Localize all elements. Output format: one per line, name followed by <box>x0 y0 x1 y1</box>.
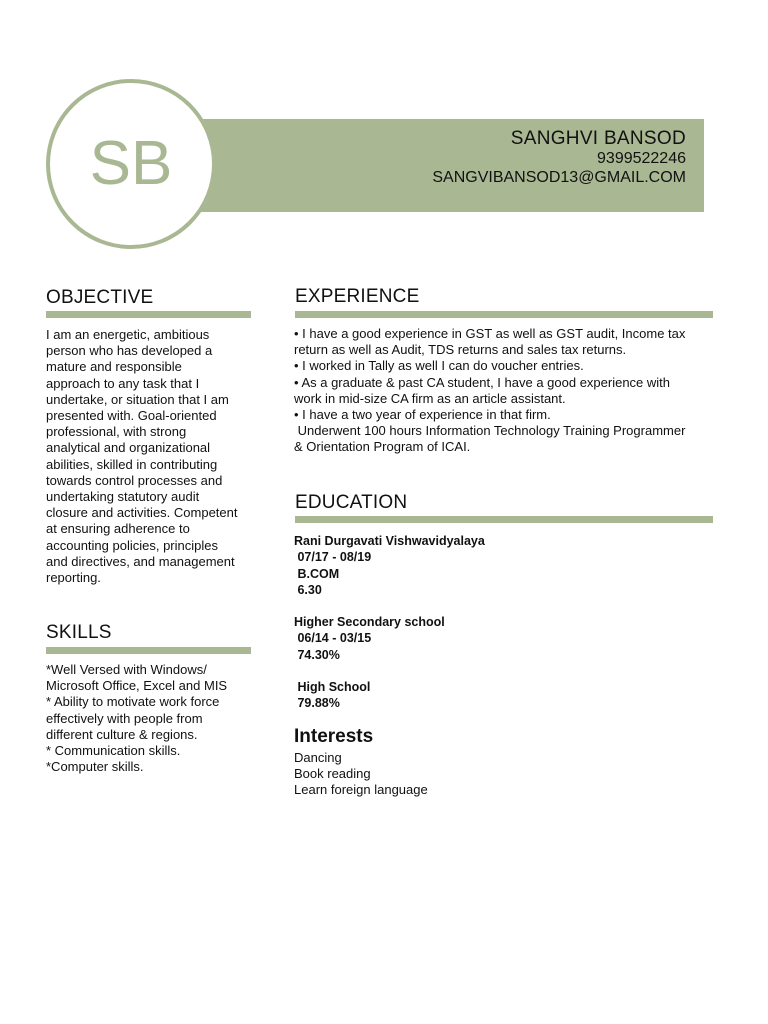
skills-line: *Computer skills. <box>46 759 144 775</box>
objective-line: I am an energetic, ambitious <box>46 327 210 342</box>
experience-title: EXPERIENCE <box>295 286 420 307</box>
experience-line: • I have a good experience in GST as well as GST audit, Income tax <box>294 326 686 341</box>
skills-line: *Well Versed with Windows/ <box>46 662 207 677</box>
skills-rule <box>46 647 251 654</box>
education-rule <box>295 516 713 523</box>
objective-line: accounting policies, principles <box>46 537 218 553</box>
experience-line: • I worked in Tally as well I can do voucher entries. <box>294 358 584 374</box>
interests-list <box>294 750 594 799</box>
objective-line: professional, with strong <box>46 424 187 440</box>
phone-number: 9399522246 <box>597 150 686 167</box>
objective-line: undertaking statutory audit <box>46 489 200 505</box>
experience-line: • I have a two year of experience in that firm. <box>294 407 551 423</box>
education-line: 79.88% <box>294 696 340 711</box>
interests-title: Interests <box>294 726 374 747</box>
education-line: Higher Secondary school <box>294 615 445 629</box>
objective-line: at ensuring adherence to <box>46 521 190 537</box>
education-line: 07/17 - 08/19 <box>294 550 372 565</box>
candidate-name: SANGHVI BANSOD <box>510 128 686 149</box>
skills-text <box>46 662 256 775</box>
objective-line: person who has developed a <box>46 343 213 359</box>
objective-line: and directives, and management <box>46 553 235 569</box>
interest-item: Learn foreign language <box>294 782 428 798</box>
experience-line: • As a graduate & past CA student, I have a good experience with <box>294 374 671 390</box>
interest-item: Book reading <box>294 766 371 782</box>
experience-line: work in mid-size CA firm as an article assistant. <box>294 390 566 406</box>
skills-line: effectively with people from <box>46 710 203 726</box>
education-line: 06/14 - 03/15 <box>294 631 372 646</box>
experience-rule <box>295 311 713 318</box>
objective-line: analytical and organizational <box>46 440 211 456</box>
objective-line: presented with. Goal-oriented <box>46 408 217 424</box>
objective-title: OBJECTIVE <box>46 287 154 308</box>
education-line: Rani Durgavati Vishwavidyalaya <box>294 534 485 548</box>
objective-line: reporting. <box>46 570 101 586</box>
skills-line: * Ability to motivate work force <box>46 694 220 710</box>
objective-line: closure and activities. Competent <box>46 505 238 521</box>
objective-line: abilities, skilled in contributing <box>46 456 218 472</box>
skills-line: * Communication skills. <box>46 743 181 759</box>
experience-line: Underwent 100 hours Information Technology Training Programmer <box>294 423 686 439</box>
monogram-circle <box>46 79 216 249</box>
experience-line: & Orientation Program of ICAI. <box>294 439 471 455</box>
education-entry <box>294 679 370 712</box>
skills-title: SKILLS <box>46 622 112 643</box>
skills-line: Microsoft Office, Excel and MIS <box>46 678 228 694</box>
objective-line: undertake, or situation that I am <box>46 391 229 407</box>
education-line: 6.30 <box>294 582 322 597</box>
objective-line: approach to any task that I <box>46 375 200 391</box>
objective-text <box>46 327 256 586</box>
education-line: High School <box>294 680 371 694</box>
education-entry <box>294 614 445 663</box>
objective-line: mature and responsible <box>46 359 182 375</box>
skills-line: different culture & regions. <box>46 726 198 742</box>
education-line: B.COM <box>294 566 340 581</box>
experience-line: return as well as Audit, TDS returns and sales tax returns. <box>294 342 627 358</box>
experience-text <box>294 326 724 456</box>
objective-rule <box>46 311 251 318</box>
education-entry <box>294 533 485 598</box>
objective-line: towards control processes and <box>46 472 223 488</box>
interest-item: Dancing <box>294 750 342 765</box>
education-title: EDUCATION <box>295 492 408 513</box>
email-address: SANGVIBANSOD13@GMAIL.COM <box>432 169 686 186</box>
education-line: 74.30% <box>294 647 340 662</box>
monogram-initials: SB <box>89 129 173 198</box>
